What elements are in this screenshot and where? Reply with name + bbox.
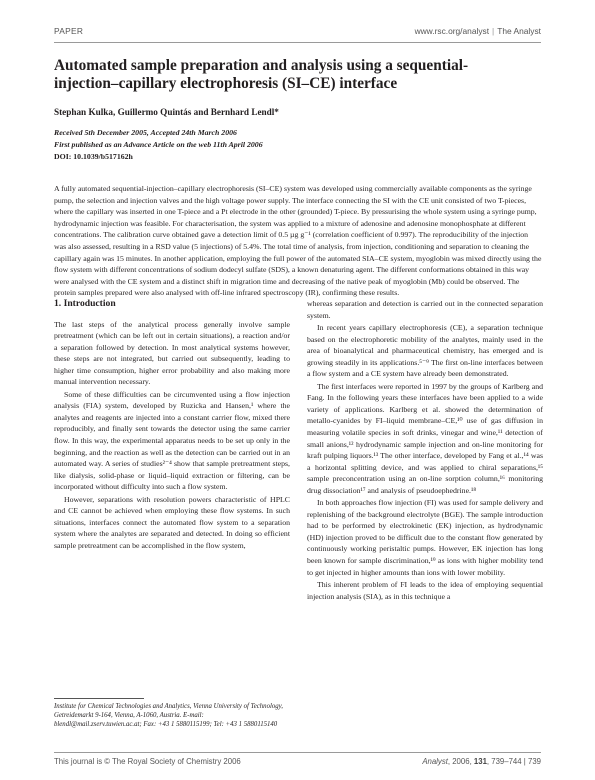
section-label: PAPER bbox=[54, 26, 84, 36]
citation bbox=[422, 757, 541, 766]
first-published: First published as an Advance Article on the web 11th April 2006 bbox=[54, 140, 263, 149]
article-history bbox=[54, 127, 263, 163]
header-right bbox=[415, 26, 541, 36]
footer-year: , 2006, bbox=[447, 757, 474, 766]
header-separator: | bbox=[492, 26, 495, 36]
footer-rule bbox=[54, 752, 541, 753]
journal-name: The Analyst bbox=[497, 26, 541, 36]
running-footer bbox=[54, 757, 541, 769]
paragraph: This inherent problem of FI leads to the idea of employing sequential injection analysis (SIA), as in this technique a bbox=[307, 580, 543, 601]
page-number: 739 bbox=[527, 757, 541, 766]
footer-separator: | bbox=[523, 757, 526, 766]
paragraph: whereas separation and detection is carried out in the connected separation system. bbox=[307, 299, 543, 320]
site-link[interactable]: www.rsc.org/analyst bbox=[414, 26, 490, 36]
received-date: Received 5th December 2005, Accepted 24th March 2006 bbox=[54, 128, 237, 137]
article-title: Automated sample preparation and analysis using a sequential-injection–capillary electrophoresis (SI–CE) interface bbox=[54, 57, 469, 92]
affiliation-footnote: Institute for Chemical Technologies and Analytics, Vienna University of Technology, Getreidemarkt 9-164, Vienna, A-1060, Austria. E-mail: blendl@mail.zserv.tuwien.ac.at; Fax: +43 1 5880115199; Tel: +43 1 5880115140 bbox=[54, 703, 283, 729]
footer-pages: , 739–744 bbox=[486, 757, 522, 766]
paragraph: Some of these difficulties can be circumvented using a flow injection analysis (FIA) system, developed by Ruzicka and Hansen,¹ where the analytes and reagents are injected into a constant carrier flow, mixed there reproducibly, and finally sent towards the detector using the same carrier flow. In this way, the experimental apparatus needs to be set up only in the beginning, and the reaction as well as the detection can be carried out in an automated way. A series of studies²⁻⁴ show that sample pretreatment steps, like dialysis, solid-phase or liquid–liquid extraction or filtering, can be incorporated without difficulty into such a flow system. bbox=[54, 389, 290, 492]
header-rule bbox=[54, 42, 541, 43]
running-header bbox=[54, 26, 541, 40]
abstract: A fully automated sequential-injection–capillary electrophoresis (SI–CE) system was developed using commercially available components as the syringe pump, the selection and injection valves and the high voltage power supply. The interface connecting the SI with the CE unit consisted of two T-pieces, where the capillary was inserted in one T-piece and a Pt electrode in the other (grounded) T-piece. By pressurising the whole system using a syringe pump, hydrodynamic injection was feasible. For characterisation, the system was applied to a mixture of adenosine and adenosine monophosphate at different concentrations. The calibration curve obtained gave a detection limit of 0.5 µg g⁻¹ (correlation coefficient of 0.997). The reproducibility of the injection was also assessed, resulting in a RSD value (5 injections) of 5.4%. The total time of analysis, from injection, conditioning and separation to cleaning the capillary again was 15 minutes. In another application, employing the full power of the automated SIA–CE system, myoglobin was mixed directly using the flow system with different concentrations of sodium dodecyl sulfate (SDS), a known denaturing agent. The different conformations obtained in this way were analysed with the CE system and a distinct shift in migration time and decreasing of the native peak of myoglobin (Mb) could be observed. The protein samples prepared were also analysed with off-line infrared spectroscopy (IR), confirming these results. bbox=[54, 184, 542, 298]
footer-volume: 131 bbox=[473, 757, 487, 766]
footer-journal: Analyst bbox=[422, 757, 448, 766]
section-heading: 1. Introduction bbox=[54, 298, 116, 309]
paragraph: The first interfaces were reported in 1997 by the groups of Karlberg and Fang. In the following years these interfaces have been applied to a wide variety of applications. Karlberg et al. showed the determination of metallo-cyanides by FI–liquid membrane–CE,¹⁰ use of gas diffusion in measuring volatile species in soft drinks, vinegar and wine,¹¹ detection of small anions,¹² hydrodynamic sample injection and on-line monitoring for kraft pulping liquors.¹³ The other interface, developed by Fang et al.,¹⁴ was a horizontal splitting device, and was applied to chiral separations,¹⁵ sample preconcentration using an on-line sorption column,¹⁶ monitoring drug dissociation¹⁷ and analysis of pseudoephedrine.¹⁸ bbox=[307, 381, 543, 495]
paragraph: In both approaches flow injection (FI) was used for sample delivery and replenishing of the background electrolyte (BGE). The sample introduction had to be performed by electrokinetic (EK) injection, as hydrodynamic (HD) injection proved to be difficult due to the constant flow generated by continuously working peristaltic pumps. However, EK injection has long been known for sample discrimination,¹⁹ as ions with higher mobility tend to get injected in higher amounts than ions with lower mobility. bbox=[307, 498, 543, 577]
left-column bbox=[54, 298, 290, 552]
right-column bbox=[307, 298, 543, 603]
footnote-rule bbox=[54, 698, 144, 699]
author-list: Stephan Kulka, Guillermo Quintás and Bernhard Lendl* bbox=[54, 107, 279, 117]
paragraph: In recent years capillary electrophoresis (CE), a separation technique based on the electrophoretic mobility of the analytes, mainly used in the area of bioanalytical and pharmaceutical chemistry, has emerged and is growing steadily in its applications.⁵⁻⁹ The first on-line interfaces between a flow system and a CE system have already been demonstrated. bbox=[307, 323, 543, 379]
copyright-notice: This journal is © The Royal Society of Chemistry 2006 bbox=[54, 757, 241, 766]
paragraph: The last steps of the analytical process generally involve sample pretreatment (which can be left out in certain situations), a reaction and/or a separation followed by detection. In most analytical systems however, these steps are not integrated, but carried out subsequently, leading to higher time consumption, higher error probability and also making more manual intervention necessary. bbox=[54, 319, 290, 387]
doi[interactable]: DOI: 10.1039/b517162h bbox=[54, 152, 133, 161]
paragraph: However, separations with resolution powers characteristic of HPLC and CE cannot be achieved when employing these flow systems. In such situations, interfaces connect the automated flow system to a separation system where the analytes are separated and detected. In doing so efficient sample pretreatment can be accomplished in the flow system, bbox=[54, 494, 290, 550]
